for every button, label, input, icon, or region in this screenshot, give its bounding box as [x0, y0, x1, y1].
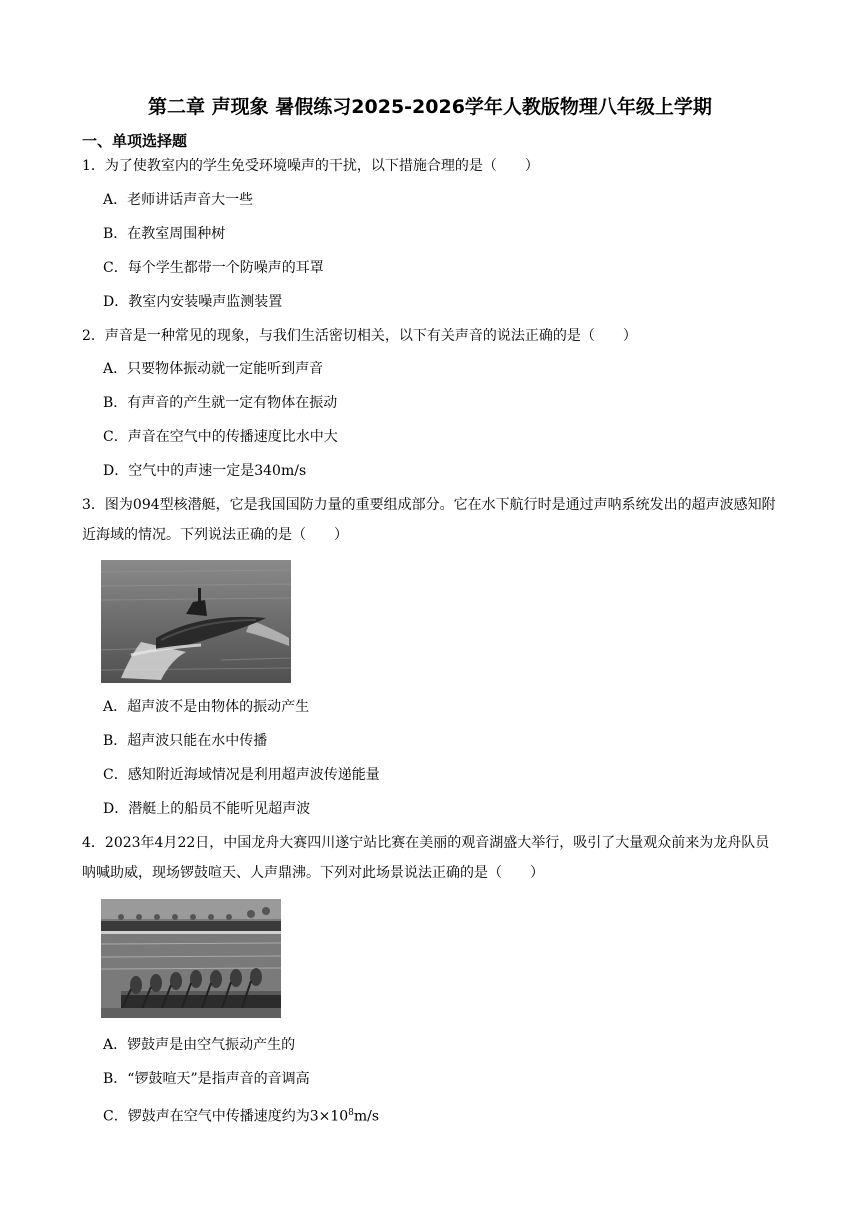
- question-4-option-c-text: C．锣鼓声在空气中传播速度约为3×10: [103, 1108, 349, 1125]
- page-title: 第二章 声现象 暑假练习2025-2026学年人教版物理八年级上学期: [148, 96, 712, 118]
- submarine-image: [101, 560, 291, 683]
- question-2-option-c: C．声音在空气中的传播速度比水中大: [103, 429, 338, 445]
- dragon-boat-image: [101, 899, 281, 1018]
- question-1-stem: 1．为了使教室内的学生免受环境噪声的干扰，以下措施合理的是（ ）: [82, 158, 539, 174]
- question-4-option-c: [103, 1103, 379, 1127]
- question-1-option-a: A．老师讲话声音大一些: [103, 192, 254, 208]
- question-2-option-b: B．有声音的产生就一定有物体在振动: [103, 395, 338, 411]
- question-2-stem: 2．声音是一种常见的现象，与我们生活密切相关，以下有关声音的说法正确的是（ ）: [82, 328, 637, 344]
- question-4-option-a: A．锣鼓声是由空气振动产生的: [103, 1037, 296, 1053]
- question-3-option-b: B．超声波只能在水中传播: [103, 733, 268, 749]
- question-3-option-a: A．超声波不是由物体的振动产生: [103, 699, 310, 715]
- question-1-option-b: B．在教室周围种树: [103, 226, 226, 242]
- question-4-option-c-unit: m/s: [353, 1108, 380, 1125]
- question-2-option-a: A．只要物体振动就一定能听到声音: [103, 361, 324, 377]
- question-3-option-d: D．潜艇上的船员不能听见超声波: [103, 801, 311, 817]
- question-4-option-b: B．“锣鼓喧天”是指声音的音调高: [103, 1071, 310, 1087]
- question-3-option-c: C．感知附近海域情况是利用超声波传递能量: [103, 767, 380, 783]
- question-4-stem: 4．2023年4月22日，中国龙舟大赛四川遂宁站比赛在美丽的观音湖盛大举行，吸引了大量观众前来为龙舟队员呐喊助威，现场锣鼓喧天、人声鼎沸。下列对此场景说法正确的是（ ）: [82, 835, 770, 881]
- question-4-option-c-exponent: 8: [348, 1108, 354, 1118]
- question-1-option-c: C．每个学生都带一个防噪声的耳罩: [103, 260, 324, 276]
- section-heading: 一、单项选择题: [82, 132, 188, 150]
- question-2-option-d: D．空气中的声速一定是340m/s: [103, 463, 307, 479]
- question-3-stem: 3．图为094型核潜艇，它是我国国防力量的重要组成部分。它在水下航行时是通过声呐系统发出的超声波感知附近海域的情况。下列说法正确的是（ ）: [82, 497, 776, 543]
- question-1-option-d: D．教室内安装噪声监测装置: [103, 294, 283, 310]
